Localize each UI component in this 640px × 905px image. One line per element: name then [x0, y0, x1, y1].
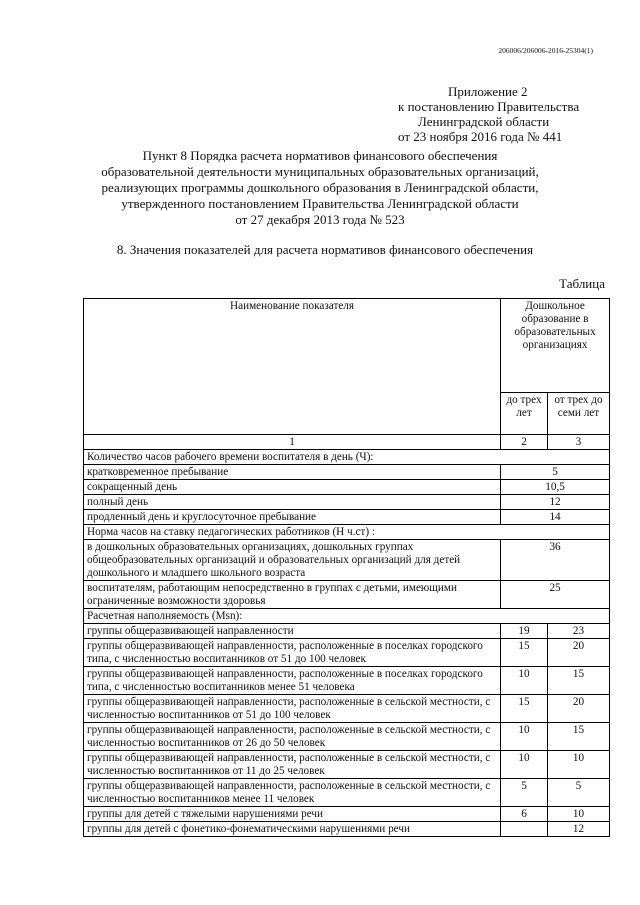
- row-value-three-to-seven: 20: [547, 639, 609, 667]
- row-value-under-three: 15: [501, 695, 548, 723]
- section-title: 8. Значения показателей для расчета нормативов финансового обеспечения: [116, 242, 534, 257]
- table-row: [84, 639, 610, 667]
- table-row: [84, 480, 610, 495]
- row-label: группы общеразвивающей направленности, расположенные в сельской местности, с численностью воспитанников менее 11 человек: [84, 779, 501, 807]
- row-label: группы общеразвивающей направленности, расположенные в сельской местности, с численностью воспитанников от 11 до 25 человек: [84, 751, 501, 779]
- appendix-line-2: к постановлению Правительства: [398, 99, 580, 114]
- indicators-table: [83, 298, 610, 837]
- row-value: 14: [501, 510, 610, 525]
- column-number-row: [84, 435, 610, 450]
- table-row: [84, 450, 610, 465]
- table-row: [84, 465, 610, 480]
- heading-line-5: от 27 декабря 2013 года № 523: [235, 212, 405, 227]
- row-value-under-three: 5: [501, 779, 548, 807]
- table-row: [84, 822, 610, 837]
- header-indicator-name: Наименование показателя: [84, 299, 501, 435]
- table-row: [84, 779, 610, 807]
- row-label: группы общеразвивающей направленности, расположенные в сельской местности, с численностью воспитанников от 26 до 50 человек: [84, 723, 501, 751]
- row-value-under-three: [501, 822, 548, 837]
- row-value-three-to-seven: 12: [547, 822, 609, 837]
- row-label: группы общеразвивающей направленности: [84, 624, 501, 639]
- table-row: [84, 609, 610, 624]
- row-value-three-to-seven: 23: [547, 624, 609, 639]
- row-value-under-three: 6: [501, 807, 548, 822]
- heading-line-2: образовательной деятельности муниципальных образовательных организаций,: [101, 164, 539, 179]
- heading-line-3: реализующих программы дошкольного образования в Ленинградской области,: [101, 180, 539, 195]
- row-label: группы для детей с тяжелыми нарушениями речи: [84, 807, 501, 822]
- header-preschool-group: Дошкольное образование в образовательных организациях: [501, 299, 610, 393]
- row-value-under-three: 15: [501, 639, 548, 667]
- row-value-three-to-seven: 10: [547, 751, 609, 779]
- table-row: [84, 540, 610, 581]
- header-three-to-seven: от трех до семи лет: [547, 393, 609, 435]
- table-row: [84, 495, 610, 510]
- table-row: [84, 807, 610, 822]
- column-number-1: 1: [84, 435, 501, 450]
- row-value: 5: [501, 465, 610, 480]
- row-value-three-to-seven: 5: [547, 779, 609, 807]
- document-heading: [60, 148, 580, 228]
- row-value-under-three: 10: [501, 723, 548, 751]
- row-label: кратковременное пребывание: [84, 465, 501, 480]
- row-label: полный день: [84, 495, 501, 510]
- table-row: [84, 695, 610, 723]
- row-value: 25: [501, 581, 610, 609]
- row-value-under-three: 19: [501, 624, 548, 639]
- row-value-under-three: 10: [501, 667, 548, 695]
- heading-line-4: утвержденного постановлением Правительства Ленинградской области: [121, 196, 519, 211]
- column-number-3: 3: [547, 435, 609, 450]
- row-value: 36: [501, 540, 610, 581]
- table-row: [84, 723, 610, 751]
- column-number-2: 2: [501, 435, 548, 450]
- appendix-line-3: Ленинградской области: [418, 114, 550, 129]
- row-label: в дошкольных образовательных организациях, дошкольных группах общеобразовательных организаций и образовательных организаций для детей дошкольного и младшего школьного возраста: [84, 540, 501, 581]
- row-value-three-to-seven: 15: [547, 667, 609, 695]
- table-row: [84, 667, 610, 695]
- appendix-block: [398, 84, 579, 144]
- row-value-under-three: 10: [501, 751, 548, 779]
- heading-line-1: Пункт 8 Порядка расчета нормативов финансового обеспечения: [142, 148, 498, 163]
- appendix-title: Приложение 2: [448, 84, 528, 99]
- table-row: [84, 510, 610, 525]
- row-label: сокращенный день: [84, 480, 501, 495]
- header-under-three: до трех лет: [501, 393, 548, 435]
- appendix-date: от 23 ноября 2016 года № 441: [398, 129, 563, 144]
- row-label: воспитателям, работающим непосредственно в группах с детьми, имеющими ограниченные возможности здоровья: [84, 581, 501, 609]
- document-id: 206006/206006-2016-25304(1): [498, 46, 593, 55]
- row-label: группы общеразвивающей направленности, расположенные в поселках городского типа, с численностью воспитанников от 51 до 100 человек: [84, 639, 501, 667]
- row-value-three-to-seven: 20: [547, 695, 609, 723]
- table-row: [84, 581, 610, 609]
- row-label: Норма часов на ставку педагогических работников (Н ч.ст) :: [84, 525, 610, 540]
- table-row: [84, 751, 610, 779]
- table-row: [84, 525, 610, 540]
- row-value: 12: [501, 495, 610, 510]
- table-row: [84, 624, 610, 639]
- row-label: группы общеразвивающей направленности, расположенные в сельской местности, с численностью воспитанников от 51 до 100 человек: [84, 695, 501, 723]
- row-label: продленный день и круглосуточное пребывание: [84, 510, 501, 525]
- row-label: Расчетная наполняемость (Msn):: [84, 609, 610, 624]
- row-value-three-to-seven: 10: [547, 807, 609, 822]
- row-value-three-to-seven: 15: [547, 723, 609, 751]
- table-label: Таблица: [559, 276, 605, 291]
- row-value: 10,5: [501, 480, 610, 495]
- row-label: группы для детей с фонетико-фонематическими нарушениями речи: [84, 822, 501, 837]
- row-label: Количество часов рабочего времени воспитателя в день (Ч):: [84, 450, 610, 465]
- row-label: группы общеразвивающей направленности, расположенные в поселках городского типа, с численностью воспитанников менее 51 человека: [84, 667, 501, 695]
